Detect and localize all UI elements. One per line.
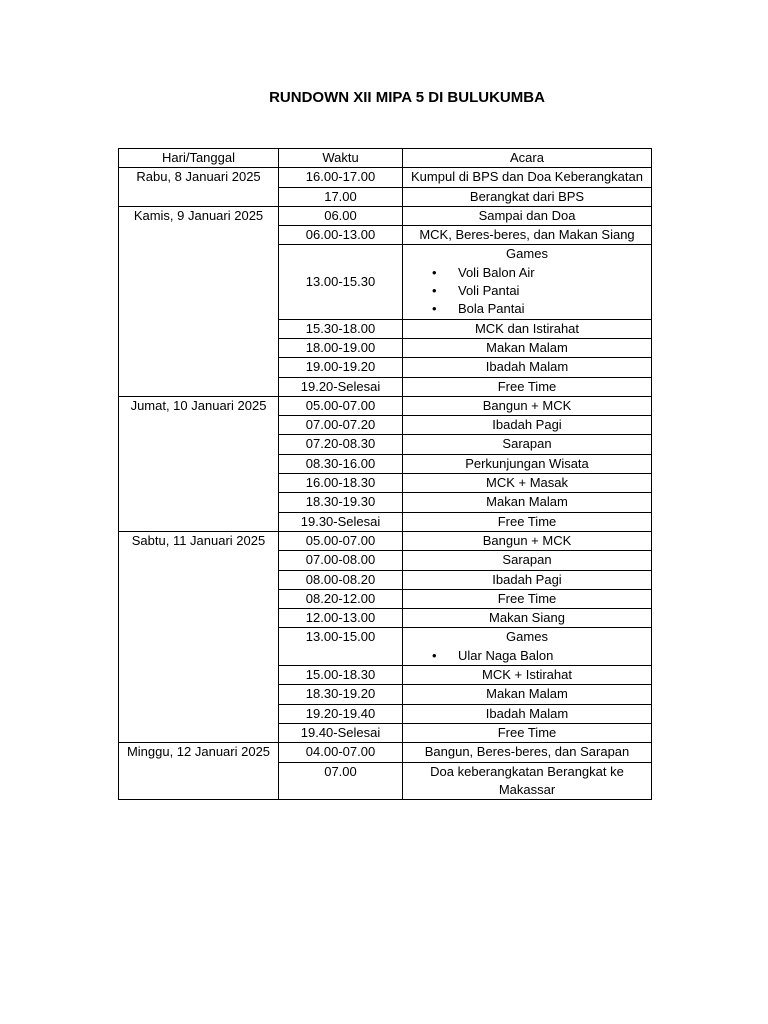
event-label: Free Time [497,513,557,529]
time-cell: 13.00-15.30 [279,245,403,319]
day-cell: Minggu, 12 Januari 2025 [119,743,279,800]
event-cell [403,206,652,225]
event-label: Makan Malam [486,686,568,702]
time-cell: 04.00-07.00 [279,743,403,762]
event-label: MCK, Beres-beres, dan Makan Siang [419,227,635,243]
table-header-row [119,149,652,168]
table-body [119,168,652,800]
time-cell: 06.00-13.00 [279,226,403,245]
column-header-event: Acara [403,149,652,168]
event-label: Sampai dan Doa [478,207,576,223]
time-cell: 19.40-Selesai [279,723,403,742]
event-label: Sarapan [502,436,552,452]
event-cell [403,609,652,628]
table-row [119,743,652,762]
event-sublist [405,264,649,319]
event-cell [403,245,652,319]
event-label: Ibadah Malam [485,359,569,375]
time-cell: 08.00-08.20 [279,570,403,589]
event-cell [403,454,652,473]
event-label: Bangun + MCK [482,397,572,413]
column-header-time: Waktu [279,149,403,168]
event-label: Makan Malam [486,339,568,355]
event-cell [403,551,652,570]
event-cell [403,226,652,245]
event-cell [403,762,652,800]
event-label: Ibadah Malam [485,705,569,721]
event-cell [403,531,652,550]
event-label: Games [506,246,548,262]
event-label: Games [506,629,548,645]
table-row [119,168,652,187]
event-sublist [405,647,649,665]
time-cell: 05.00-07.00 [279,531,403,550]
table-row [119,396,652,415]
time-cell: 13.00-15.00 [279,628,403,666]
time-cell: 19.00-19.20 [279,358,403,377]
event-cell [403,723,652,742]
time-cell: 08.30-16.00 [279,454,403,473]
time-cell: 07.00-07.20 [279,416,403,435]
event-cell [403,416,652,435]
event-cell [403,493,652,512]
list-item: • Voli Balon Air [432,264,649,282]
event-label: Ibadah Pagi [492,571,562,587]
list-item: • Voli Pantai [432,282,649,300]
event-label: Bangun, Beres-beres, dan Sarapan [424,744,630,760]
time-cell: 19.30-Selesai [279,512,403,531]
event-label: MCK + Istirahat [482,667,572,683]
event-label: Perkunjungan Wisata [465,455,589,471]
column-header-day: Hari/Tanggal [119,149,279,168]
page-title: RUNDOWN XII MIPA 5 DI BULUKUMBA [269,89,545,106]
event-label: Kumpul di BPS dan Doa Keberangkatan [411,169,643,185]
event-label: Ibadah Pagi [492,417,562,433]
time-cell: 07.00-08.00 [279,551,403,570]
event-label: Berangkat dari BPS [469,188,585,204]
time-cell: 15.30-18.00 [279,319,403,338]
list-item: • Bola Pantai [432,300,649,318]
event-cell [403,666,652,685]
event-label: Makan Siang [489,610,565,626]
table-row [119,206,652,225]
event-cell [403,319,652,338]
event-label: Doa keberangkatan Berangkat ke Makassar [430,763,624,797]
rundown-table [118,148,652,800]
table-row [119,531,652,550]
day-cell: Kamis, 9 Januari 2025 [119,206,279,396]
time-cell: 08.20-12.00 [279,589,403,608]
time-cell: 19.20-19.40 [279,704,403,723]
event-cell [403,377,652,396]
event-cell [403,628,652,666]
time-cell: 07.20-08.30 [279,435,403,454]
event-cell [403,704,652,723]
day-cell: Sabtu, 11 Januari 2025 [119,531,279,742]
event-cell [403,338,652,357]
event-label: Bangun + MCK [482,532,572,548]
event-label: Free Time [497,590,557,606]
event-cell [403,187,652,206]
time-cell: 16.00-18.30 [279,474,403,493]
event-cell [403,570,652,589]
event-cell [403,743,652,762]
time-cell: 06.00 [279,206,403,225]
event-cell [403,358,652,377]
day-cell: Jumat, 10 Januari 2025 [119,396,279,531]
time-cell: 05.00-07.00 [279,396,403,415]
time-cell: 12.00-13.00 [279,609,403,628]
day-cell: Rabu, 8 Januari 2025 [119,168,279,207]
event-cell [403,589,652,608]
event-cell [403,474,652,493]
event-cell [403,168,652,187]
event-cell [403,512,652,531]
time-cell: 17.00 [279,187,403,206]
list-item: • Ular Naga Balon [432,647,649,665]
event-label: MCK + Masak [486,475,568,491]
event-cell [403,685,652,704]
event-cell [403,435,652,454]
time-cell: 18.30-19.30 [279,493,403,512]
time-cell: 18.00-19.00 [279,338,403,357]
event-label: Free Time [497,378,557,394]
time-cell: 19.20-Selesai [279,377,403,396]
event-label: Makan Malam [486,494,568,510]
time-cell: 15.00-18.30 [279,666,403,685]
time-cell: 18.30-19.20 [279,685,403,704]
time-cell: 16.00-17.00 [279,168,403,187]
event-label: Sarapan [502,552,552,568]
event-cell [403,396,652,415]
time-cell: 07.00 [279,762,403,800]
event-label: Free Time [497,724,557,740]
event-label: MCK dan Istirahat [474,320,580,336]
